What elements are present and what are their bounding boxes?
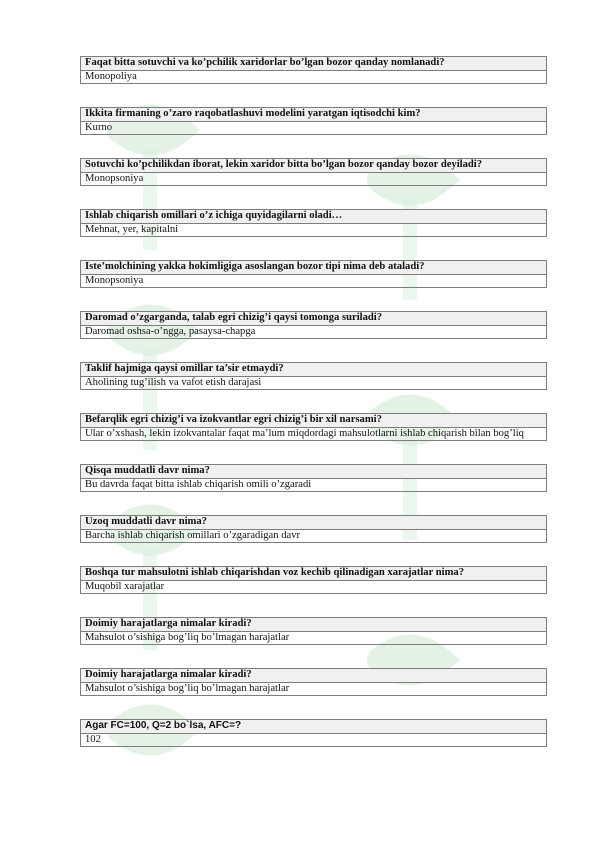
question-text: Ishlab chiqarish omillari o’z ichiga quyidagilarni oladi… xyxy=(81,210,546,224)
question-text: Taklif hajmiga qaysi omillar ta’sir etmaydi? xyxy=(81,363,546,377)
answer-text: Aholining tug’ilish va vafot etish darajasi xyxy=(85,376,262,388)
answer-text: Monopsoniya xyxy=(85,274,144,286)
qa-block xyxy=(80,209,547,237)
answer-text: Barcha ishlab chiqarish omillari o’zgaradigan davr xyxy=(85,529,301,541)
qa-block xyxy=(80,566,547,594)
answer-text: Monopoliya xyxy=(85,70,137,82)
question-text: Boshqa tur mahsulotni ishlab chiqarishdan voz kechib qilinadigan xarajatlar nima? xyxy=(81,567,546,581)
question-text: Doimiy harajatlarga nimalar kiradi? xyxy=(81,669,546,683)
qa-block xyxy=(80,464,547,492)
question-text: Daromad o’zgarganda, talab egri chizig’i qaysi tomonga suriladi? xyxy=(81,312,546,326)
question-text: Ikkita firmaning o’zaro raqobatlashuvi modelini yaratgan iqtisodchi kim? xyxy=(81,108,546,122)
question-text: Doimiy harajatlarga nimalar kiradi? xyxy=(81,618,546,632)
answer-text: 102 xyxy=(85,733,101,745)
answer-text: Mahsulot o’sishiga bog’liq bo’lmagan harajatlar xyxy=(85,631,290,643)
question-text: Faqat bitta sotuvchi va ko’pchilik xaridorlar bo’lgan bozor qanday nomlanadi? xyxy=(81,57,546,71)
qa-block xyxy=(80,107,547,135)
qa-block xyxy=(80,158,547,186)
qa-block xyxy=(80,413,547,441)
answer-text: Ular o’xshash, lekin izokvantalar faqat ma’lum miqdordagi mahsulotlarni ishlab chiqarish bilan bog’liq xyxy=(85,427,524,439)
qa-block xyxy=(80,515,547,543)
question-text: Uzoq muddatli davr nima? xyxy=(81,516,546,530)
question-text: Iste’molchining yakka hokimligiga asoslangan bozor tipi nima deb ataladi? xyxy=(81,261,546,275)
qa-block xyxy=(80,311,547,339)
answer-text: Monopsoniya xyxy=(85,172,144,184)
question-text: Sotuvchi ko’pchilikdan iborat, lekin xaridor bitta bo’lgan bozor qanday bozor deyiladi? xyxy=(81,159,546,173)
qa-block xyxy=(80,719,547,747)
answer-text: Mahsulot o’sishiga bog’liq bo’lmagan harajatlar xyxy=(85,682,290,694)
answer-text: Kurno xyxy=(85,121,113,133)
qa-block xyxy=(80,362,547,390)
qa-block xyxy=(80,668,547,696)
question-text: Agar FC=100, Q=2 bo`lsa, AFC=? xyxy=(81,720,546,734)
answer-text: Mehnat, yer, kapitalni xyxy=(85,223,179,235)
answer-text: Bu davrda faqat bitta ishlab chiqarish omili o’zgaradi xyxy=(85,478,312,490)
question-list xyxy=(80,56,547,770)
qa-block xyxy=(80,617,547,645)
question-text: Befarqlik egri chizig’i va izokvantlar egri chizig’i bir xil narsami? xyxy=(81,414,546,428)
answer-text: Daromad oshsa-o’ngga, pasaysa-chapga xyxy=(85,325,256,337)
qa-block xyxy=(80,260,547,288)
qa-block xyxy=(80,56,547,84)
question-text: Qisqa muddatli davr nima? xyxy=(81,465,546,479)
answer-text: Muqobil xarajatlar xyxy=(85,580,165,592)
